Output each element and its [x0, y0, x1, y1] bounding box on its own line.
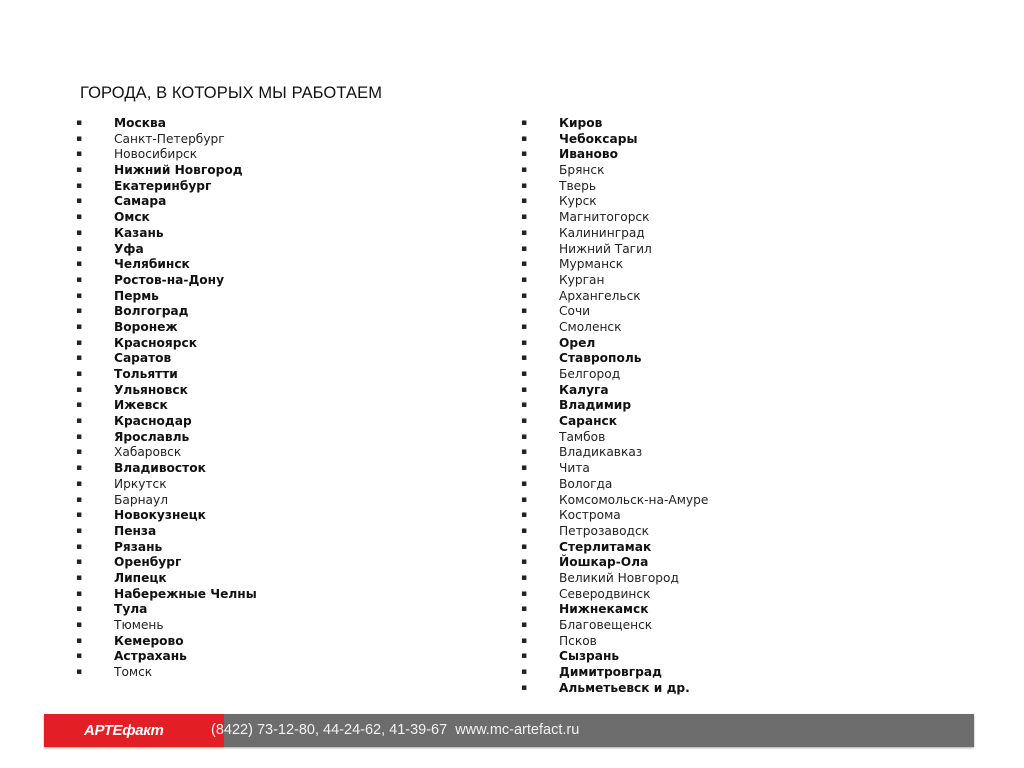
- footer-bar: [44, 714, 974, 747]
- city-list-item: [517, 226, 708, 242]
- city-list-item: [517, 163, 708, 179]
- bullet-icon: ▪: [76, 133, 83, 144]
- city-name: Нижнекамск: [559, 602, 649, 617]
- city-name: Нижний Новгород: [114, 163, 243, 178]
- city-list-item: [517, 681, 708, 697]
- bullet-icon: ▪: [76, 227, 83, 238]
- city-list-item: [517, 336, 708, 352]
- city-list-item: [517, 445, 708, 461]
- city-name: Астрахань: [114, 649, 187, 664]
- city-list-item: [517, 320, 708, 336]
- city-list-item: [517, 649, 708, 665]
- bullet-icon: ▪: [521, 337, 528, 348]
- city-name: Смоленск: [559, 319, 622, 334]
- city-name: Чебоксары: [559, 131, 638, 146]
- city-name: Хабаровск: [114, 445, 182, 460]
- bullet-icon: ▪: [76, 337, 83, 348]
- city-name: Ставрополь: [559, 351, 642, 366]
- city-name: Димитровград: [559, 665, 662, 680]
- city-name: Иваново: [559, 147, 619, 162]
- city-list-item: [517, 116, 708, 132]
- city-list-item: [517, 304, 708, 320]
- city-list-item: [72, 571, 257, 587]
- bullet-icon: ▪: [76, 321, 83, 332]
- bullet-icon: ▪: [76, 557, 83, 568]
- city-list-item: [72, 461, 257, 477]
- bullet-icon: ▪: [521, 306, 528, 317]
- city-list-item: [72, 179, 257, 195]
- city-name: Йошкар-Ола: [559, 555, 649, 570]
- city-name: Стерлитамак: [559, 539, 652, 554]
- city-name: Великий Новгород: [559, 570, 679, 585]
- city-list-item: [72, 524, 257, 540]
- bullet-icon: ▪: [521, 118, 528, 128]
- city-name: Калуга: [559, 382, 609, 397]
- bullet-icon: ▪: [76, 384, 83, 395]
- city-name: Сызрань: [559, 649, 620, 664]
- city-name: Ульяновск: [114, 382, 188, 397]
- city-list-item: [517, 289, 708, 305]
- city-list-item: [72, 210, 257, 226]
- bullet-icon: ▪: [521, 541, 528, 552]
- city-name: Киров: [559, 116, 603, 130]
- bullet-icon: ▪: [521, 259, 528, 270]
- bullet-icon: ▪: [521, 494, 528, 505]
- page-title: ГОРОДА, В КОТОРЫХ МЫ РАБОТАЕМ: [80, 84, 383, 102]
- city-list-item: [72, 430, 257, 446]
- city-name: Самара: [114, 194, 167, 209]
- bullet-icon: ▪: [521, 243, 528, 254]
- city-list-item: [72, 477, 257, 493]
- city-list-item: [72, 226, 257, 242]
- city-name: Кемерово: [114, 633, 184, 648]
- city-name: Тольятти: [114, 367, 178, 381]
- city-list-item: [72, 414, 257, 430]
- city-name: Владимир: [559, 398, 632, 413]
- bullet-icon: ▪: [76, 635, 83, 646]
- city-name: Орел: [559, 335, 596, 350]
- bullet-icon: ▪: [521, 525, 528, 536]
- city-name: Липецк: [114, 570, 167, 585]
- city-list-item: [72, 665, 257, 681]
- city-list-item: [517, 461, 708, 477]
- bullet-icon: ▪: [76, 431, 83, 442]
- bullet-icon: ▪: [76, 118, 83, 128]
- city-name: Екатеринбург: [114, 178, 212, 193]
- city-name: Нижний Тагил: [559, 241, 652, 256]
- bullet-icon: ▪: [76, 572, 83, 583]
- city-name: Петрозаводск: [559, 523, 650, 538]
- city-list-item: [72, 320, 257, 336]
- bullet-icon: ▪: [521, 133, 528, 144]
- city-name: Кострома: [559, 508, 621, 523]
- city-name: Вологда: [559, 476, 613, 491]
- city-list-item: [517, 132, 708, 148]
- city-name: Магнитогорск: [559, 210, 650, 225]
- city-list-item: [517, 540, 708, 556]
- bullet-icon: ▪: [76, 510, 83, 521]
- city-list-item: [517, 508, 708, 524]
- bullet-icon: ▪: [521, 682, 528, 693]
- city-list-item: [517, 179, 708, 195]
- city-name: Пенза: [114, 523, 157, 538]
- bullet-icon: ▪: [521, 431, 528, 442]
- city-list-item: [517, 351, 708, 367]
- city-list-item: [517, 493, 708, 509]
- city-list-item: [72, 493, 257, 509]
- city-list-item: [517, 602, 708, 618]
- city-list-item: [517, 194, 708, 210]
- bullet-icon: ▪: [521, 384, 528, 395]
- bullet-icon: ▪: [76, 149, 83, 160]
- city-name: Владикавказ: [559, 445, 643, 460]
- bullet-icon: ▪: [76, 541, 83, 552]
- city-list-item: [72, 587, 257, 603]
- bullet-icon: ▪: [521, 321, 528, 332]
- bullet-icon: ▪: [521, 557, 528, 568]
- bullet-icon: ▪: [76, 212, 83, 223]
- city-name: Краснодар: [114, 414, 192, 429]
- city-name: Ярославль: [114, 429, 190, 444]
- cities-list-right: [517, 116, 708, 696]
- city-name: Тюмень: [114, 618, 164, 632]
- city-list-item: [72, 555, 257, 571]
- city-name: Благовещенск: [559, 618, 653, 632]
- city-list-item: [72, 289, 257, 305]
- bullet-icon: ▪: [521, 463, 528, 474]
- city-list-item: [517, 383, 708, 399]
- bullet-icon: ▪: [521, 165, 528, 176]
- bullet-icon: ▪: [76, 400, 83, 411]
- bullet-icon: ▪: [521, 604, 528, 615]
- city-list-item: [72, 273, 257, 289]
- contacts: [211, 714, 579, 747]
- city-list-item: [72, 132, 257, 148]
- city-name: Воронеж: [114, 319, 178, 334]
- bullet-icon: ▪: [76, 180, 83, 191]
- city-list-item: [517, 555, 708, 571]
- city-list-item: [72, 351, 257, 367]
- city-list-item: [517, 634, 708, 650]
- city-list-item: [517, 398, 708, 414]
- bullet-icon: ▪: [76, 274, 83, 285]
- city-list-item: [517, 414, 708, 430]
- bullet-icon: ▪: [521, 510, 528, 521]
- bullet-icon: ▪: [521, 353, 528, 364]
- city-name: Санкт-Петербург: [114, 131, 225, 146]
- bullet-icon: ▪: [521, 416, 528, 427]
- city-name: Саратов: [114, 351, 172, 366]
- city-name: Уфа: [114, 241, 144, 256]
- city-name: Псков: [559, 633, 597, 648]
- city-list-item: [72, 618, 257, 634]
- city-list-item: [517, 430, 708, 446]
- bullet-icon: ▪: [521, 588, 528, 599]
- bullet-icon: ▪: [521, 290, 528, 301]
- city-list-item: [72, 194, 257, 210]
- city-name: Курган: [559, 272, 605, 287]
- city-name: Омск: [114, 210, 150, 225]
- city-list-item: [517, 524, 708, 540]
- city-list-item: [72, 336, 257, 352]
- bullet-icon: ▪: [76, 651, 83, 662]
- city-name: Казань: [114, 225, 164, 240]
- bullet-icon: ▪: [521, 149, 528, 160]
- city-list-item: [72, 398, 257, 414]
- city-name: Новосибирск: [114, 147, 198, 162]
- bullet-icon: ▪: [76, 463, 83, 474]
- city-list-item: [72, 508, 257, 524]
- city-name: Курск: [559, 194, 597, 209]
- city-name: Мурманск: [559, 257, 624, 272]
- city-list-item: [517, 147, 708, 163]
- city-list-item: [72, 257, 257, 273]
- city-list-item: [72, 540, 257, 556]
- city-name: Волгоград: [114, 304, 189, 319]
- bullet-icon: ▪: [76, 353, 83, 364]
- city-name: Тула: [114, 602, 148, 617]
- bullet-icon: ▪: [521, 180, 528, 191]
- city-name: Томск: [114, 665, 153, 680]
- city-list-item: [517, 257, 708, 273]
- city-name: Барнаул: [114, 492, 169, 507]
- bullet-icon: ▪: [76, 243, 83, 254]
- city-name: Набережные Челны: [114, 586, 257, 601]
- city-name: Новокузнецк: [114, 508, 206, 523]
- bullet-icon: ▪: [76, 588, 83, 599]
- bullet-icon: ▪: [76, 196, 83, 207]
- bullet-icon: ▪: [521, 369, 528, 379]
- city-name: Ростов-на-Дону: [114, 272, 225, 287]
- city-name: Ижевск: [114, 398, 168, 413]
- city-name: Архангельск: [559, 288, 641, 303]
- bullet-icon: ▪: [76, 259, 83, 270]
- cities-list-left: [72, 116, 257, 681]
- bullet-icon: ▪: [76, 525, 83, 536]
- city-name: Сочи: [559, 304, 591, 319]
- city-list-item: [72, 602, 257, 618]
- bullet-icon: ▪: [521, 274, 528, 285]
- bullet-icon: ▪: [76, 447, 83, 458]
- city-list-item: [72, 242, 257, 258]
- city-name: Калининград: [559, 225, 645, 240]
- bullet-icon: ▪: [76, 667, 83, 678]
- bullet-icon: ▪: [76, 478, 83, 489]
- bullet-icon: ▪: [76, 165, 83, 176]
- city-name: Иркутск: [114, 476, 167, 491]
- city-name: Пермь: [114, 288, 159, 303]
- bullet-icon: ▪: [521, 196, 528, 207]
- city-list-item: [517, 273, 708, 289]
- city-name: Комсомольск-на-Амуре: [559, 492, 709, 507]
- city-list-item: [72, 304, 257, 320]
- bullet-icon: ▪: [521, 651, 528, 662]
- city-name: Рязань: [114, 539, 163, 554]
- bullet-icon: ▪: [76, 306, 83, 317]
- city-name: Челябинск: [114, 257, 190, 272]
- bullet-icon: ▪: [521, 667, 528, 678]
- city-list-item: [72, 367, 257, 383]
- bullet-icon: ▪: [521, 447, 528, 458]
- city-name: Альметьевск и др.: [559, 680, 690, 695]
- city-list-item: [517, 618, 708, 634]
- city-list-item: [517, 665, 708, 681]
- city-list-item: [72, 634, 257, 650]
- company-logo[interactable]: АРТЕфакт: [44, 714, 224, 747]
- city-list-item: [517, 242, 708, 258]
- bullet-icon: ▪: [76, 369, 83, 379]
- bullet-icon: ▪: [521, 212, 528, 223]
- bullet-icon: ▪: [76, 416, 83, 427]
- city-name: Брянск: [559, 163, 605, 178]
- city-name: Тверь: [559, 178, 597, 193]
- city-list-item: [517, 210, 708, 226]
- city-list-item: [72, 116, 257, 132]
- city-name: Белгород: [559, 367, 621, 381]
- bullet-icon: ▪: [521, 572, 528, 583]
- city-name: Оренбург: [114, 555, 182, 570]
- city-name: Чита: [559, 461, 590, 476]
- phone-numbers: (8422) 73-12-80, 44-24-62, 41-39-67: [211, 722, 448, 738]
- bullet-icon: ▪: [521, 400, 528, 411]
- bullet-icon: ▪: [521, 635, 528, 646]
- city-name: Тамбов: [559, 429, 606, 444]
- bullet-icon: ▪: [76, 290, 83, 301]
- city-list-item: [517, 571, 708, 587]
- city-list-item: [517, 477, 708, 493]
- bullet-icon: ▪: [521, 227, 528, 238]
- bullet-icon: ▪: [521, 620, 528, 630]
- bullet-icon: ▪: [76, 604, 83, 615]
- website-link[interactable]: www.mc-artefact.ru: [455, 722, 580, 738]
- bullet-icon: ▪: [521, 478, 528, 489]
- city-name: Москва: [114, 116, 166, 130]
- city-name: Владивосток: [114, 461, 206, 476]
- city-name: Саранск: [559, 414, 618, 429]
- city-list-item: [72, 445, 257, 461]
- city-name: Красноярск: [114, 335, 197, 350]
- city-list-item: [72, 649, 257, 665]
- city-list-item: [72, 147, 257, 163]
- city-list-item: [517, 587, 708, 603]
- city-list-item: [72, 163, 257, 179]
- city-list-item: [72, 383, 257, 399]
- city-list-item: [517, 367, 708, 383]
- bullet-icon: ▪: [76, 494, 83, 505]
- bullet-icon: ▪: [76, 620, 83, 630]
- city-name: Северодвинск: [559, 586, 651, 601]
